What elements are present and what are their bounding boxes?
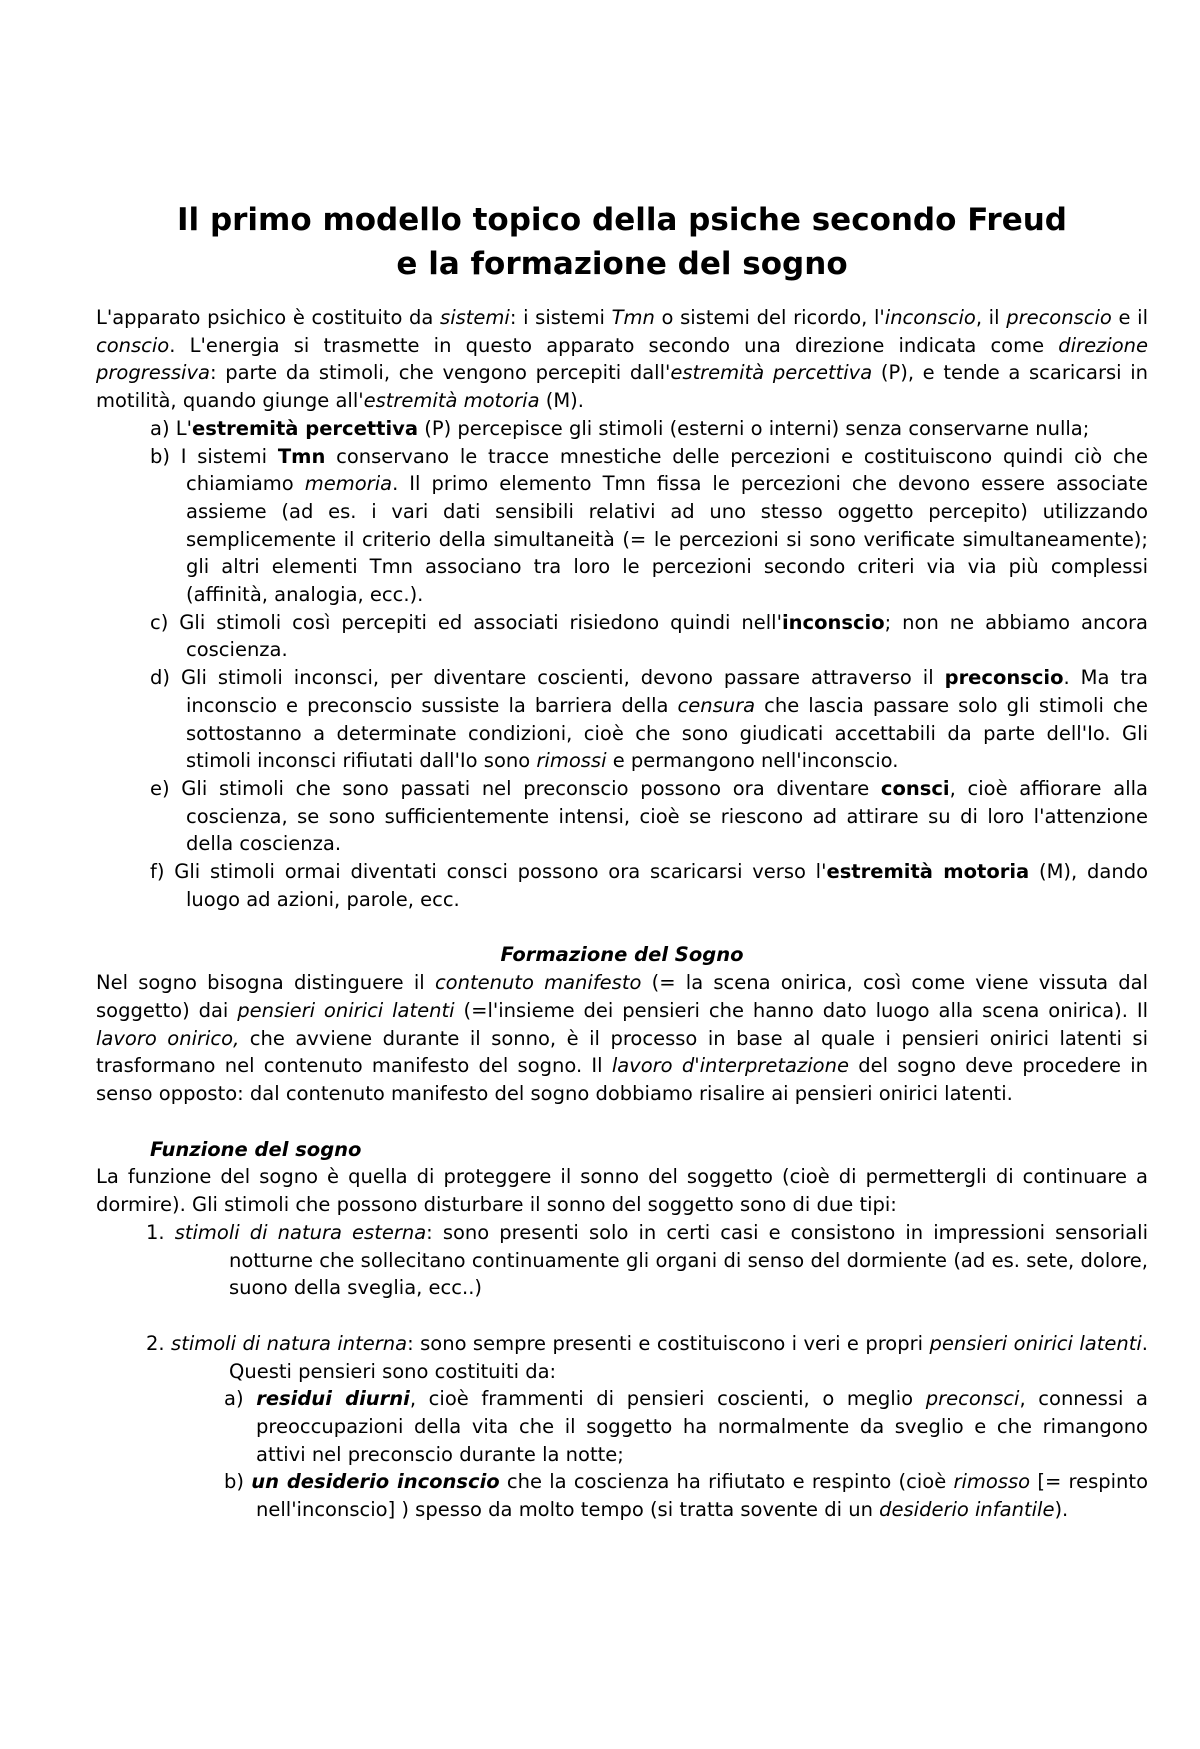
page-title (96, 198, 1148, 286)
section-heading-funzione: Funzione del sogno (150, 1137, 362, 1161)
list-item: e) Gli stimoli che sono passati nel preconscio possono ora diventare consci, cioè affiorare alla coscienza, se sono sufficientemente intensi, cioè se riescono ad attirare su di loro l'attenzione della coscienza. (150, 776, 1148, 856)
spacer (96, 1302, 1148, 1330)
list-item: a) residui diurni, cioè frammenti di pensieri coscienti, o meglio preconsci, connessi a preoccupazioni della vita che il soggetto ha normalmente da sveglio e che rimangono attivi nel preconscio durante la notte; (224, 1387, 1148, 1466)
list-item: d) Gli stimoli inconsci, per diventare coscienti, devono passare attraverso il preconscio. Ma tra inconscio e preconscio sussiste la barriera della censura che lascia passare solo gli stimoli che sottostanno a determinate condizioni, cioè che sono giudicati accettabili da parte dell'Io. Gli stimoli inconsci rifiutati dall'Io sono rimossi e permangono nell'inconscio. (150, 666, 1149, 773)
list-item: 1. stimoli di natura esterna: sono presenti solo in certi casi e consistono in impressioni sensoriali notturne che sollecitano continuamente gli organi di senso del dormiente (ad es. sete, dolore, suono della sveglia, ecc..) (146, 1220, 1148, 1300)
psychic-systems-list (96, 415, 1148, 914)
intro-paragraph: L'apparato psichico è costituito da sistemi: i sistemi Tmn o sistemi del ricordo, l'inconscio, il preconscio e il conscio. L'energia si trasmette in questo apparato secondo una direzione indicata come direzione progressiva: parte da stimoli, che vengono percepiti dall'estremità percettiva (P), e tende a scaricarsi in motilità, quando giunge all'estremità motoria (M). (96, 306, 1148, 413)
list-item: b) un desiderio inconscio che la coscienza ha rifiutato e respinto (cioè rimosso [= respinto nell'inconscio] ) spesso da molto tempo (si tratta sovente di un desiderio infantile). (224, 1470, 1148, 1522)
title-line-2: e la formazione del sogno (396, 246, 848, 282)
list-item: b) I sistemi Tmn conservano le tracce mnestiche delle percezioni e costituiscono quindi ciò che chiamiamo memoria. Il primo elemento Tmn fissa le percezioni che devono essere associate assieme (ad es. i vari dati sensibili relativi ad uno stesso oggetto percepito) utilizzando semplicemente il criterio della simultaneità (= le percezioni si sono verificate simultaneamente); gli altri elementi Tmn associano tra loro le percezioni secondo criteri via via più complessi (affinità, analogia, ecc.). (150, 444, 1149, 607)
funzione-paragraph: La funzione del sogno è quella di proteggere il sonno del soggetto (cioè di permettergli di continuare a dormire). Gli stimoli che possono disturbare il sonno del soggetto sono di due tipi: (96, 1165, 1148, 1217)
title-line-1: Il primo modello topico della psiche secondo Freud (177, 202, 1067, 238)
list-item: c) Gli stimoli così percepiti ed associati risiedono quindi nell'inconscio; non ne abbiamo ancora coscienza. (150, 610, 1148, 662)
formazione-paragraph: Nel sogno bisogna distinguere il contenuto manifesto (= la scena onirica, così come viene vissuta dal soggetto) dai pensieri onirici latenti (=l'insieme dei pensieri che hanno dato luogo alla scena onirica). Il lavoro onirico, che avviene durante il sonno, è il processo in base al quale i pensieri onirici latenti si trasformano nel contenuto manifesto del sogno. Il lavoro d'interpretazione del sogno deve procedere in senso opposto: dal contenuto manifesto del sogno dobbiamo risalire ai pensieri onirici latenti. (96, 971, 1149, 1105)
section-heading-formazione: Formazione del Sogno (500, 943, 744, 967)
document-page (96, 0, 1148, 1524)
list-item: f) Gli stimoli ormai diventati consci possono ora scaricarsi verso l'estremità motoria (M), dando luogo ad azioni, parole, ecc. (150, 860, 1148, 911)
list-item: 2. stimoli di natura interna: sono sempre presenti e costituiscono i veri e propri pensieri onirici latenti. Questi pensieri sono costituiti da: (146, 1331, 1148, 1383)
list-item: a) L'estremità percettiva (P) percepisce gli stimoli (esterni o interni) senza conservarne nulla; (150, 416, 1090, 440)
